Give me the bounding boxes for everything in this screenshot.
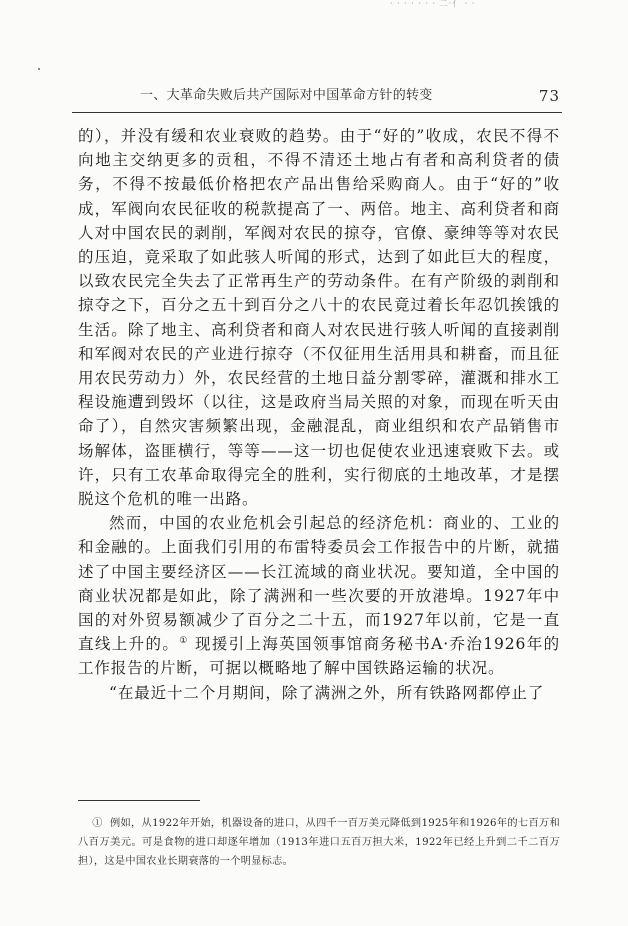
footnote-paragraph <box>78 814 560 871</box>
paragraph-1 <box>78 124 560 511</box>
footnote <box>78 814 560 871</box>
body-text <box>78 124 560 705</box>
paragraph-3-text: “在最近十二个月期间，除了满洲之外，所有铁路网都停止了 <box>109 683 545 702</box>
footnote-rule <box>78 800 200 801</box>
paragraph-2-text-continued: 现援引上海英国领事馆商务秘书A·乔治1926年的工作报告的片断，可据以概略地了解中国铁路运输的状况。 <box>78 635 561 678</box>
paragraph-3 <box>78 681 560 705</box>
scan-speck <box>38 68 40 70</box>
footnote-mark: ① <box>92 818 103 829</box>
paragraph-1-text: 的），并没有缓和农业衰败的趋势。由于“好的”收成，农民不得不向地主交纳更多的贡租，不得不清还土地占有者和高利贷者的债务，不得不按最低价格把农产品出售给采购商人。由于“好的”收成，军阀向农民征收的税款提高了一、两倍。地主、高利贷者和商人对中国农民的剥削，军阀对农民的掠夺，官僚、豪绅等等对农民的压迫，竟采取了如此骇人听闻的形式，达到了如此巨大的程度，以致农民完全失去了正常再生产的劳动条件。在有产阶级的剥削和掠夺之下，百分之五十到百分之八十的农民竟过着长年忍饥挨饿的生活。除了地主、高利贷者和商人对农民进行骇人听闻的直接剥削和军阀对农民的产业进行掠夺（不仅征用生活用具和耕畜，而且征用农民劳动力）外，农民经营的土地日益分割零碎，灌溉和排水工程设施遭到毁坏（以往，这是政府当局关照的对象，而现在听天由命了），自然灾害频繁出现，金融混乱，商业组织和农产品销售市场解体，盗匪横行，等等——这一切也促使农业迅速衰败下去。或许，只有工农革命取得完全的胜利，实行彻底的土地改革，才是摆脱这个危机的唯一出路。 <box>78 127 560 509</box>
page-header <box>140 86 560 106</box>
paragraph-2-text: 然而，中国的农业危机会引起总的经济危机：商业的、工业的和金融的。上面我们引用的布雷特委员会工作报告中的片断，就描述了中国主要经济区——长江流域的商业状况。要知道，全中国的商业状况都是如此，除了满洲和一些次要的开放港埠。1927年中国的对外贸易额减少了百分之二十五，而1927年以前，它是一直直线上升的。 <box>78 514 560 654</box>
page-number: 73 <box>538 87 560 105</box>
top-edge-scan-smudge: · · · · · · · 二·亻 · · <box>390 0 476 8</box>
footnote-reference-mark[interactable]: ① <box>179 636 189 647</box>
running-title: 一、大革命失败后共产国际对中国革命方针的转变 <box>140 88 433 103</box>
footnote-text: 例如，从1922年开始，机器设备的进口，从四千一百万美元降低到1925年和1926年的七百万和八百万美元。可是食物的进口却逐年增加（1913年进口五百万担大米，1922年已经上升到二千二百万担），这是中国农业长期衰落的一个明显标志。 <box>78 818 560 867</box>
header-rule <box>72 112 562 113</box>
paragraph-2 <box>78 511 560 680</box>
